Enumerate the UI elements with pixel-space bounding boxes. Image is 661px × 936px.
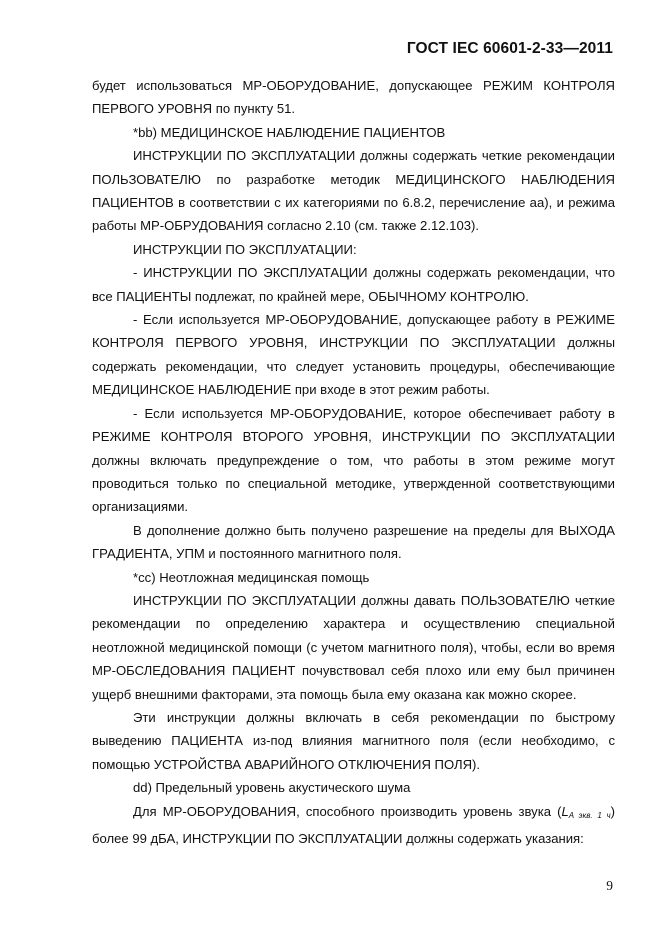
paragraph-bb-text: ИНСТРУКЦИИ ПО ЭКСПЛУАТАЦИИ должны содержать четкие рекомендации ПОЛЬЗОВАТЕЛЮ по разработке методик МЕДИЦИНСКОГО НАБЛЮДЕНИЯ ПАЦИЕНТОВ в соответствии с их категориями по 6.8.2, перечисление аа), и режима работы МР-ОБРУДОВАНИЯ согласно 2.10 (см. также 2.12.103). (92, 148, 615, 234)
section-heading-bb: *bb) МЕДИЦИНСКОЕ НАБЛЮДЕНИЕ ПАЦИЕНТОВ (133, 124, 446, 140)
paragraph-cc-text: ИНСТРУКЦИИ ПО ЭКСПЛУАТАЦИИ должны давать ПОЛЬЗОВАТЕЛЮ четкие рекомендации по определению характера и осуществлению специальной неотложной медицинской помощи (с учетом магнитного поля), чтобы, если во время МР-ОБСЛЕДОВАНИЯ ПАЦИЕНТ почувствовал себя плохо или ему был причинен ущерб внешними факторами, эта помощь была ему оказана как можно скорее. (92, 592, 615, 702)
document-header: ГОСТ IEC 60601-2-33—2011 (406, 40, 613, 57)
list-item-second-level: - Если используется МР-ОБОРУДОВАНИЕ, которое обеспечивает работу в РЕЖИМЕ КОНТРОЛЯ ВТОРОГО УРОВНЯ, ИНСТРУКЦИИ ПО ЭКСПЛУАТАЦИИ должны включать предупреждение о том, что работы в этом режиме могут проводиться только по специальной методике, утвержденной соответствующими организациями. (92, 405, 615, 515)
paragraph-continuation: будет использоваться МР-ОБОРУДОВАНИЕ, допускающее РЕЖИМ КОНТРОЛЯ ПЕРВОГО УРОВНЯ по пункту 51. (92, 78, 615, 117)
sound-level-subscript: A экв. 1 ч (568, 810, 611, 820)
paragraph-addition: В дополнение должно быть получено разрешение на пределы для ВЫХОДА ГРАДИЕНТА, УПМ и постоянного магнитного поля. (92, 522, 615, 562)
section-heading-dd: dd) Предельный уровень акустического шума (133, 780, 411, 796)
dd-text-before: Для МР-ОБОРУДОВАНИЯ, способного производить уровень звука ( (133, 803, 562, 819)
paragraph-dd-text (92, 800, 615, 851)
dd-text-after: ) более 99 дБА, ИНСТРУКЦИИ ПО ЭКСПЛУАТАЦИИ должны содержать указания: (92, 803, 615, 846)
page-body (92, 74, 615, 850)
section-heading-cc: *cc) Неотложная медицинская помощь (133, 569, 370, 585)
paragraph-instructions-lead: ИНСТРУКЦИИ ПО ЭКСПЛУАТАЦИИ: (133, 241, 357, 257)
list-item-normal-control: - ИНСТРУКЦИИ ПО ЭКСПЛУАТАЦИИ должны содержать рекомендации, что все ПАЦИЕНТЫ подлежат, по крайней мере, ОБЫЧНОМУ КОНТРОЛЮ. (92, 265, 615, 304)
page-number: 9 (606, 878, 613, 893)
list-item-first-level: - Если используется МР-ОБОРУДОВАНИЕ, допускающее работу в РЕЖИМЕ КОНТРОЛЯ ПЕРВОГО УРОВНЯ, ИНСТРУКЦИИ ПО ЭКСПЛУАТАЦИИ должны содержать рекомендации, что следует установить процедуры, обеспечивающие МЕДИЦИНСКОЕ НАБЛЮДЕНИЕ при входе в этот режим работы. (92, 312, 615, 398)
sound-level-symbol: L (561, 803, 569, 819)
paragraph-cc-removal: Эти инструкции должны включать в себя рекомендации по быстрому выведению ПАЦИЕНТА из-под влияния магнитного поля (если необходимо, с помощью УСТРОЙСТВА АВАРИЙНОГО ОТКЛЮЧЕНИЯ ПОЛЯ). (92, 709, 615, 772)
